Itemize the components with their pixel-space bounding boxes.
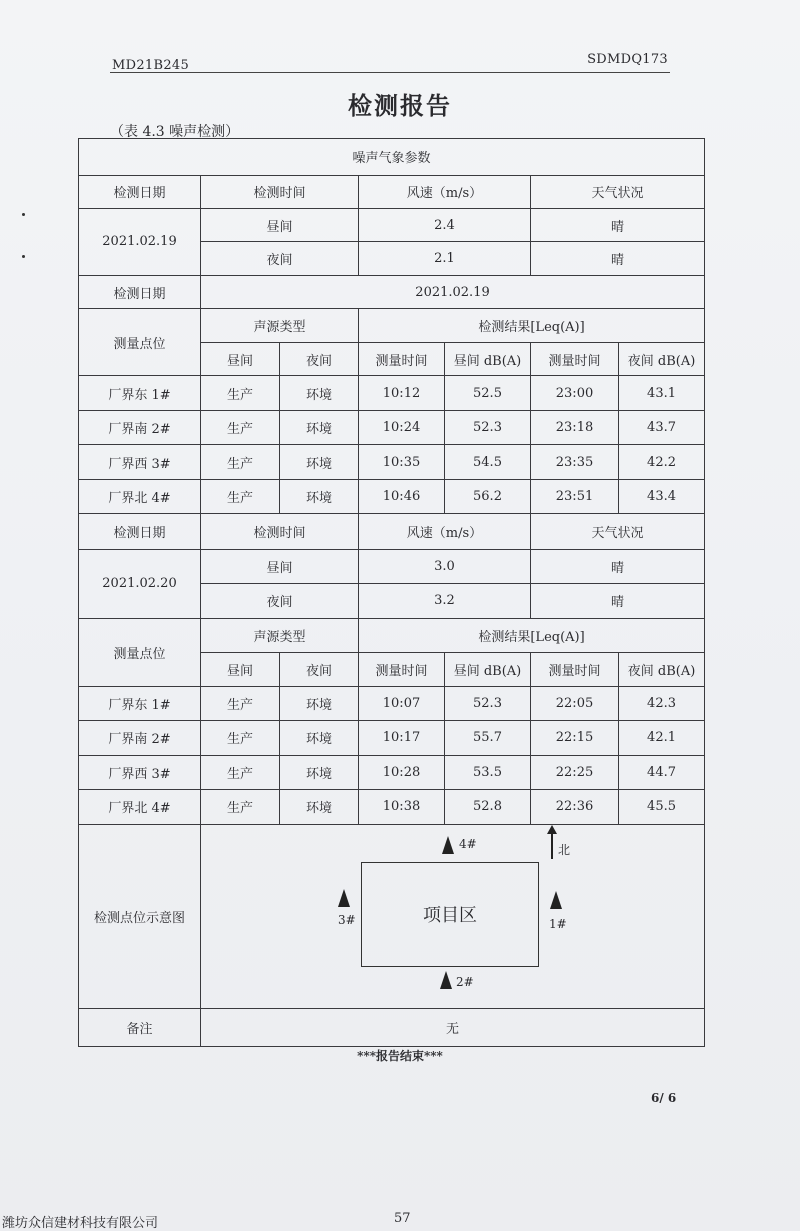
point-cell: 厂界东 1# <box>79 376 201 410</box>
end-of-report-note: ***报告结束*** <box>357 1049 443 1063</box>
table-row <box>79 376 705 410</box>
day-label: 昼间 <box>201 208 359 241</box>
day-weather: 晴 <box>531 208 705 241</box>
point-cell: 厂界北 4# <box>79 479 201 513</box>
day-db-cell: 52.3 <box>445 410 531 444</box>
scan-speck <box>22 255 25 258</box>
night-time-cell: 22:36 <box>531 790 619 824</box>
noise-report-table <box>78 138 705 1047</box>
night-db-cell: 43.7 <box>619 410 705 444</box>
report-code-left: MD21B245 <box>112 58 190 73</box>
table-row <box>79 755 705 789</box>
marker-label-3: 3# <box>338 912 356 927</box>
table-row <box>79 721 705 755</box>
time-header: 检测时间 <box>201 175 359 208</box>
day-db-cell: 54.5 <box>445 445 531 479</box>
night-time-cell: 22:25 <box>531 755 619 789</box>
diagram-label: 检测点位示意图 <box>79 824 201 1009</box>
point-cell: 厂界南 2# <box>79 721 201 755</box>
project-area-label: 项目区 <box>423 904 477 926</box>
measure-time-header: 测量时间 <box>531 653 619 686</box>
point-header: 测量点位 <box>79 309 201 376</box>
night-src-cell: 环境 <box>280 376 359 410</box>
night-src-cell: 环境 <box>280 410 359 444</box>
meteo-title-cell: 噪声气象参数 <box>79 139 705 176</box>
time-header: 检测时间 <box>201 514 359 550</box>
day-src-cell: 生产 <box>201 376 280 410</box>
night-db-header: 夜间 dB(A) <box>619 342 705 375</box>
night-db-cell: 44.7 <box>619 755 705 789</box>
day-weather: 晴 <box>531 549 705 583</box>
measure-time-header: 测量时间 <box>531 342 619 375</box>
night-src-cell: 环境 <box>280 755 359 789</box>
day-db-cell: 53.5 <box>445 755 531 789</box>
day-time-cell: 10:24 <box>359 410 445 444</box>
footer-company: 潍坊众信建材科技有限公司 <box>2 1216 159 1231</box>
page-title: 检测报告 <box>348 92 452 120</box>
triangle-marker-icon <box>550 891 562 909</box>
night-src-cell: 环境 <box>280 445 359 479</box>
night-wind: 3.2 <box>359 584 531 618</box>
scan-speck <box>22 213 25 216</box>
wind-header: 风速（m/s） <box>359 514 531 550</box>
page-number: 6/ 6 <box>651 1091 677 1105</box>
session-date: 2021.02.19 <box>79 208 201 275</box>
report-code-right: SDMDQ173 <box>587 52 668 67</box>
night-wind: 2.1 <box>359 242 531 275</box>
day-time-cell: 10:07 <box>359 686 445 720</box>
night-db-cell: 42.3 <box>619 686 705 720</box>
marker-label-4: 4# <box>459 836 477 851</box>
night-src-cell: 环境 <box>280 721 359 755</box>
remark-label: 备注 <box>79 1009 201 1047</box>
night-time-cell: 23:51 <box>531 479 619 513</box>
night-db-cell: 42.1 <box>619 721 705 755</box>
night-db-cell: 43.1 <box>619 376 705 410</box>
point-cell: 厂界南 2# <box>79 410 201 444</box>
north-label: 北 <box>558 842 571 857</box>
measure-date: 2021.02.19 <box>201 275 705 308</box>
day-db-cell: 52.3 <box>445 686 531 720</box>
day-src-cell: 生产 <box>201 721 280 755</box>
night-time-cell: 23:18 <box>531 410 619 444</box>
point-cell: 厂界北 4# <box>79 790 201 824</box>
day-wind: 3.0 <box>359 549 531 583</box>
night-src-cell: 环境 <box>280 686 359 720</box>
marker-label-2: 2# <box>456 974 474 989</box>
night-src-cell: 环境 <box>280 479 359 513</box>
day-time-cell: 10:38 <box>359 790 445 824</box>
night-db-cell: 43.4 <box>619 479 705 513</box>
day-src-header: 昼间 <box>201 653 280 686</box>
night-weather: 晴 <box>531 584 705 618</box>
night-time-cell: 23:00 <box>531 376 619 410</box>
day-src-cell: 生产 <box>201 790 280 824</box>
source-type-header: 声源类型 <box>201 618 359 652</box>
project-area-box <box>361 862 539 967</box>
night-time-cell: 23:35 <box>531 445 619 479</box>
day-time-cell: 10:35 <box>359 445 445 479</box>
day-wind: 2.4 <box>359 208 531 241</box>
result-header: 检测结果[Leq(A)] <box>359 309 705 342</box>
day-src-cell: 生产 <box>201 410 280 444</box>
night-src-header: 夜间 <box>280 342 359 375</box>
marker-label-1: 1# <box>549 916 567 931</box>
triangle-marker-icon <box>338 889 350 907</box>
day-db-cell: 55.7 <box>445 721 531 755</box>
weather-header: 天气状况 <box>531 514 705 550</box>
table-caption: （表 4.3 噪声检测） <box>110 124 240 140</box>
night-weather: 晴 <box>531 242 705 275</box>
day-src-cell: 生产 <box>201 479 280 513</box>
point-cell: 厂界西 3# <box>79 755 201 789</box>
header-rule <box>110 72 670 73</box>
night-src-header: 夜间 <box>280 653 359 686</box>
day-db-cell: 52.5 <box>445 376 531 410</box>
remark-value: 无 <box>201 1009 705 1047</box>
day-time-cell: 10:12 <box>359 376 445 410</box>
triangle-marker-icon <box>442 836 454 854</box>
date-header: 检测日期 <box>79 275 201 308</box>
day-label: 昼间 <box>201 549 359 583</box>
source-type-header: 声源类型 <box>201 309 359 342</box>
night-time-cell: 22:15 <box>531 721 619 755</box>
day-db-header: 昼间 dB(A) <box>445 342 531 375</box>
night-label: 夜间 <box>201 242 359 275</box>
measure-time-header: 测量时间 <box>359 342 445 375</box>
table-row <box>79 410 705 444</box>
day-src-header: 昼间 <box>201 342 280 375</box>
night-db-header: 夜间 dB(A) <box>619 653 705 686</box>
measure-time-header: 测量时间 <box>359 653 445 686</box>
day-db-cell: 52.8 <box>445 790 531 824</box>
night-db-cell: 45.5 <box>619 790 705 824</box>
table-row <box>79 790 705 824</box>
point-header: 测量点位 <box>79 618 201 686</box>
night-src-cell: 环境 <box>280 790 359 824</box>
north-arrow-shaft <box>551 829 553 859</box>
day-db-cell: 56.2 <box>445 479 531 513</box>
footer-page-number: 57 <box>394 1211 411 1226</box>
point-cell: 厂界西 3# <box>79 445 201 479</box>
session-date: 2021.02.20 <box>79 549 201 618</box>
point-cell: 厂界东 1# <box>79 686 201 720</box>
day-src-cell: 生产 <box>201 755 280 789</box>
date-header: 检测日期 <box>79 514 201 550</box>
night-time-cell: 22:05 <box>531 686 619 720</box>
triangle-marker-icon <box>440 971 452 989</box>
date-header: 检测日期 <box>79 175 201 208</box>
monitoring-point-diagram <box>201 825 704 1009</box>
table-row <box>79 686 705 720</box>
day-time-cell: 10:46 <box>359 479 445 513</box>
weather-header: 天气状况 <box>531 175 705 208</box>
night-db-cell: 42.2 <box>619 445 705 479</box>
diagram-cell <box>201 824 705 1009</box>
day-db-header: 昼间 dB(A) <box>445 653 531 686</box>
result-header: 检测结果[Leq(A)] <box>359 618 705 652</box>
table-row <box>79 445 705 479</box>
day-time-cell: 10:17 <box>359 721 445 755</box>
day-time-cell: 10:28 <box>359 755 445 789</box>
day-src-cell: 生产 <box>201 445 280 479</box>
table-row <box>79 479 705 513</box>
wind-header: 风速（m/s） <box>359 175 531 208</box>
day-src-cell: 生产 <box>201 686 280 720</box>
night-label: 夜间 <box>201 584 359 618</box>
